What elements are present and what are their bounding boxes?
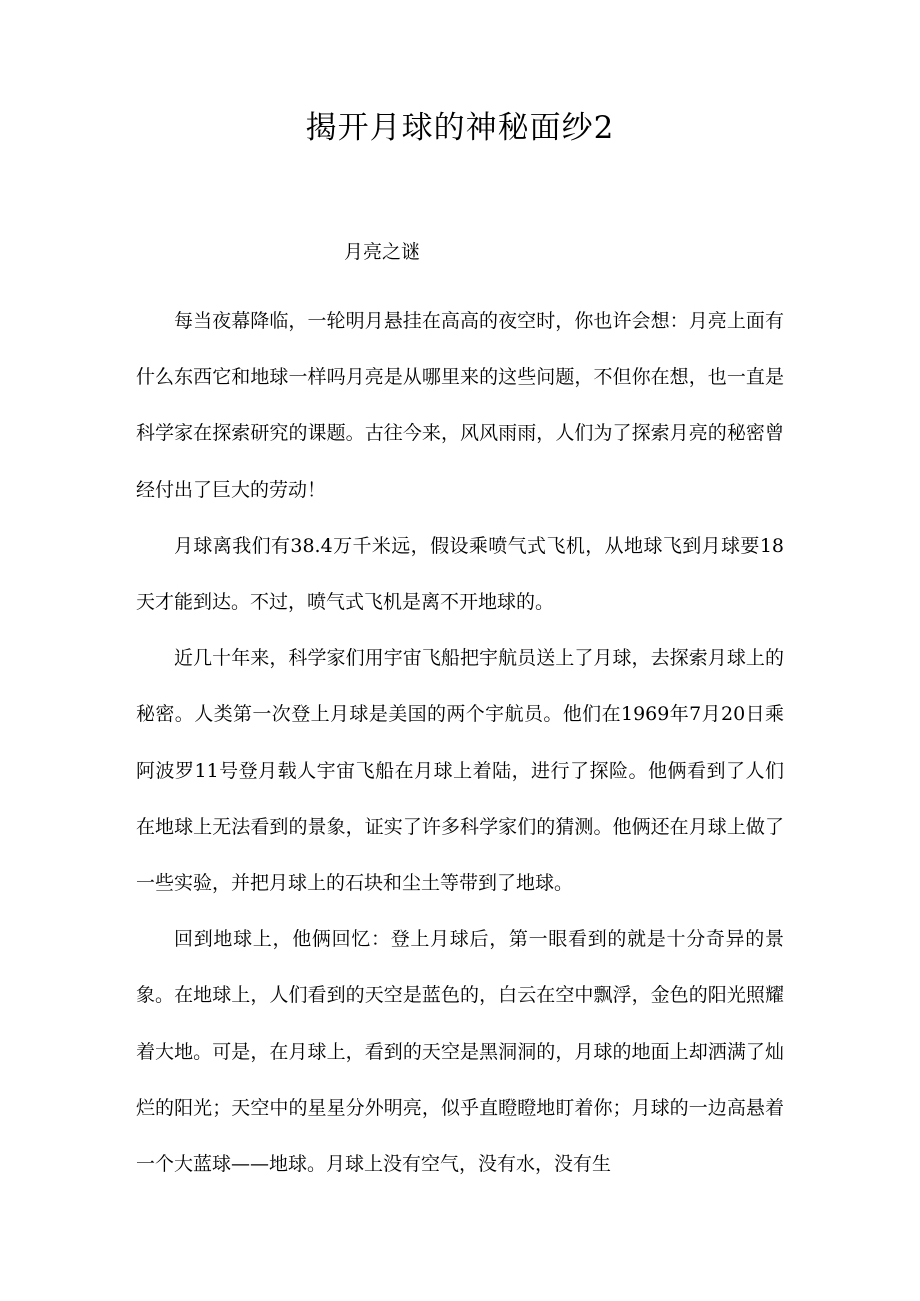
paragraph-3: 近几十年来，科学家们用宇宙飞船把宇航员送上了月球，去探索月球上的秘密。人类第一次登上月球是美国的两个宇航员。他们在1969年7月20日乘阿波罗11号登月载人宇宙飞船在月球上着陆，进行了探险。他俩看到了人们在地球上无法看到的景象，证实了许多科学家们的猜测。他俩还在月球上做了一些实验，并把月球上的石块和尘土等带到了地球。 xyxy=(136,647,784,895)
document-title: 揭开月球的神秘面纱2 xyxy=(305,110,615,146)
paragraph-1: 每当夜幕降临，一轮明月悬挂在高高的夜空时，你也许会想：月亮上面有什么东西它和地球一样吗月亮是从哪里来的这些问题，不但你在想，也一直是科学家在探索研究的课题。古往今来，风风雨雨，人们为了探索月亮的秘密曾经付出了巨大的劳动！ xyxy=(136,310,784,501)
paragraph-2: 月球离我们有38.4万千米远，假设乘喷气式飞机，从地球飞到月球要18天才能到达。不过，喷气式飞机是离不开地球的。 xyxy=(136,534,784,614)
paragraph-4: 回到地球上，他俩回忆：登上月球后，第一眼看到的就是十分奇异的景象。在地球上，人们看到的天空是蓝色的，白云在空中飘浮，金色的阳光照耀着大地。可是，在月球上，看到的天空是黑洞洞的，月球的地面上却洒满了灿烂的阳光；天空中的星星分外明亮，似乎直瞪瞪地盯着你；月球的一边高悬着一个大蓝球——地球。月球上没有空气，没有水，没有生 xyxy=(136,928,784,1176)
document-subtitle: 月亮之谜 xyxy=(344,241,421,263)
document-body xyxy=(136,293,784,1192)
